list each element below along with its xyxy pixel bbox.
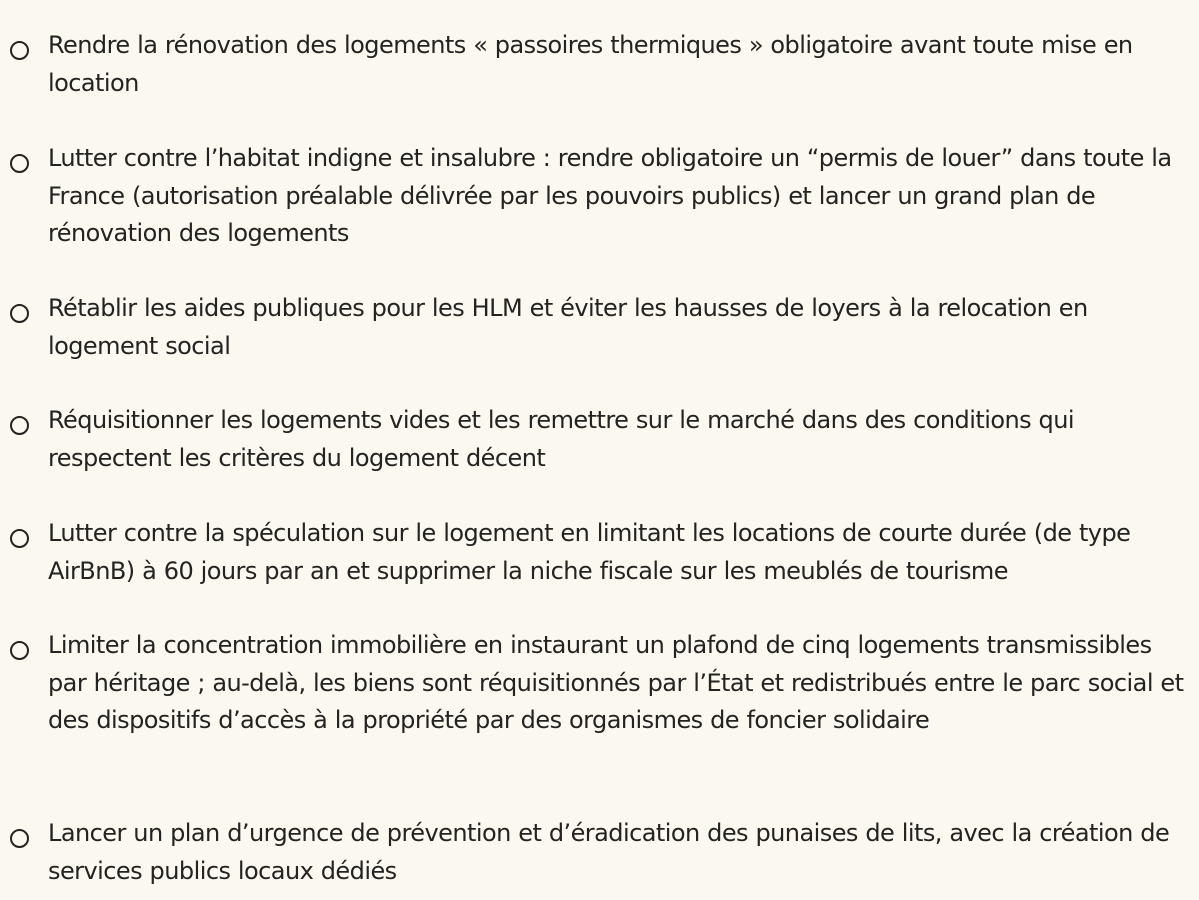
circle-bullet-icon	[10, 641, 29, 660]
circle-bullet-icon	[10, 41, 29, 60]
list-item	[10, 815, 1191, 890]
list-item	[10, 515, 1191, 590]
measure-text: Réquisitionner les logements vides et les remettre sur le marché dans des conditions qui respectent les critères du logement décent	[48, 406, 1075, 472]
measure-text: Limiter la concentration immobilière en instaurant un plafond de cinq logements transmissibles par héritage ; au-delà, les biens sont réquisitionnés par l’État et redistribués entre le parc social et des dispositifs d’accès à la propriété par des organismes de foncier solidaire	[48, 631, 1184, 734]
circle-bullet-icon	[10, 304, 29, 323]
circle-bullet-icon	[10, 529, 29, 548]
list-item	[10, 27, 1191, 102]
list-item	[10, 140, 1191, 253]
list-item	[10, 627, 1191, 740]
circle-bullet-icon	[10, 154, 29, 173]
list-item	[10, 290, 1191, 365]
measure-text: Lutter contre l’habitat indigne et insalubre : rendre obligatoire un “permis de louer” dans toute la France (autorisation préalable délivrée par les pouvoirs publics) et lancer un grand plan de rénovation des logements	[48, 144, 1172, 247]
list-item	[10, 402, 1191, 477]
measure-text: Lancer un plan d’urgence de prévention et d’éradication des punaises de lits, avec la création de services publics locaux dédiés	[48, 819, 1170, 885]
circle-bullet-icon	[10, 829, 29, 848]
measure-text: Rendre la rénovation des logements « passoires thermiques » obligatoire avant toute mise en location	[48, 31, 1133, 97]
measure-text: Rétablir les aides publiques pour les HLM et éviter les hausses de loyers à la relocation en logement social	[48, 294, 1088, 360]
circle-bullet-icon	[10, 416, 29, 435]
measure-text: Lutter contre la spéculation sur le logement en limitant les locations de courte durée (de type AirBnB) à 60 jours par an et supprimer la niche fiscale sur les meublés de tourisme	[48, 519, 1131, 585]
